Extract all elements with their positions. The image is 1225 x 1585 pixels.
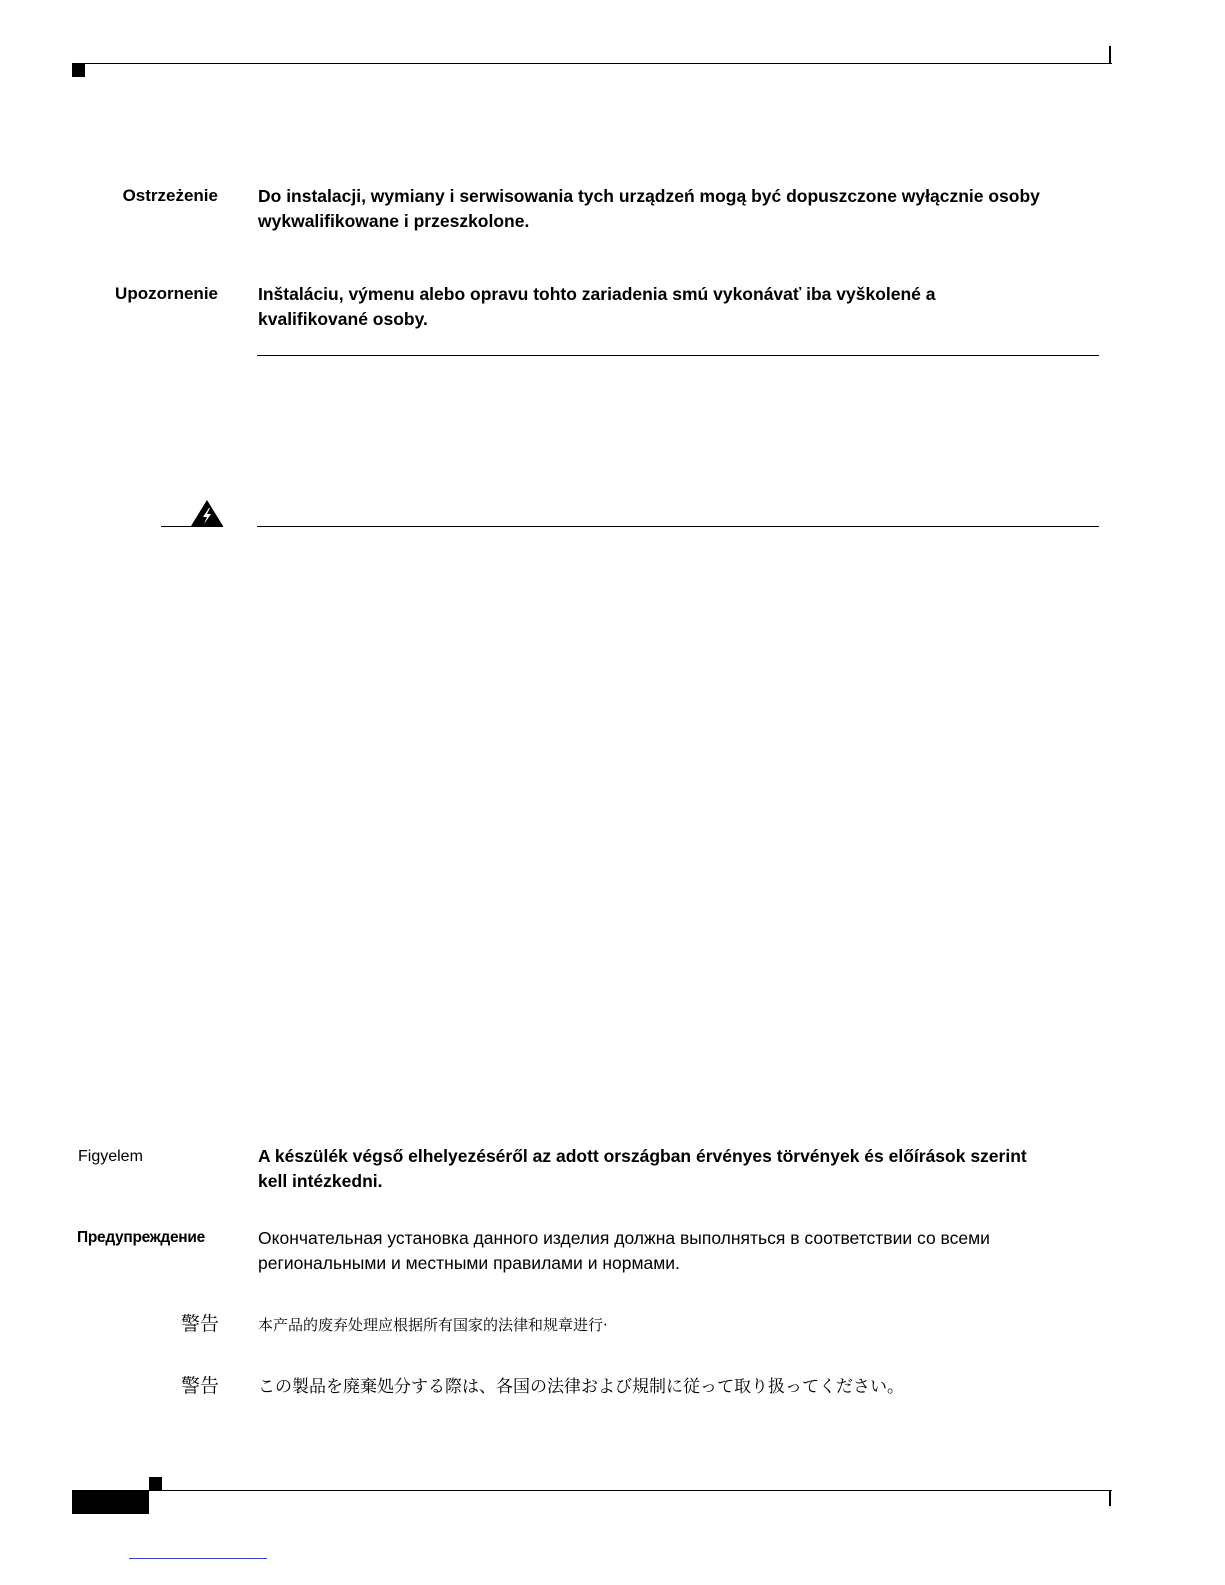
footer-link-underline xyxy=(129,1558,267,1559)
header-square-marker xyxy=(72,64,85,77)
footer-rule xyxy=(72,1490,1112,1491)
warning-text-russian: Окончательная установка данного изделия должна выполняться в соответствии со всеми региональными и местными правилами и нормами. xyxy=(258,1228,990,1273)
header-right-tick xyxy=(1109,46,1111,64)
warning-label-polish: Ostrzeżenie xyxy=(122,186,218,205)
warning-label-hungarian: Figyelem xyxy=(78,1148,143,1165)
warning-text-polish: Do instalacji, wymiany i serwisowania tych urządzeń mogą być dopuszczone wyłącznie osoby wykwalifikowane i przeszkolone. xyxy=(258,186,1040,231)
warning-text-slovak: Inštaláciu, výmenu alebo opravu tohto zariadenia smú vykonávať iba vyškolené a kvalifikované osoby. xyxy=(258,284,936,329)
footer-square-marker xyxy=(149,1477,162,1490)
warning-text-hungarian: A készülék végső elhelyezéséről az adott országban érvényes törvények és előírások szerint kell intézkedni. xyxy=(258,1146,1027,1191)
footer-right-tick xyxy=(1109,1491,1111,1506)
warning-lightning-icon xyxy=(190,499,224,527)
warning-label-slovak: Upozornenie xyxy=(115,284,218,303)
warning-label-japanese: 警告 xyxy=(180,1375,219,1397)
warning-label-chinese: 警告 xyxy=(180,1313,219,1335)
section-divider xyxy=(257,355,1099,356)
warning-label-russian: Предупреждение xyxy=(77,1229,205,1246)
header-rule xyxy=(72,63,1112,64)
warning-text-japanese: この製品を廃棄処分する際は、各国の法律および規制に従って取り扱ってください。 xyxy=(258,1377,904,1397)
warning-text-chinese: 本产品的废弃处理应根据所有国家的法律和规章进行· xyxy=(258,1316,608,1334)
footer-page-block xyxy=(72,1490,149,1514)
warning-section-rule xyxy=(257,526,1099,527)
icon-underline-rule xyxy=(161,526,223,527)
